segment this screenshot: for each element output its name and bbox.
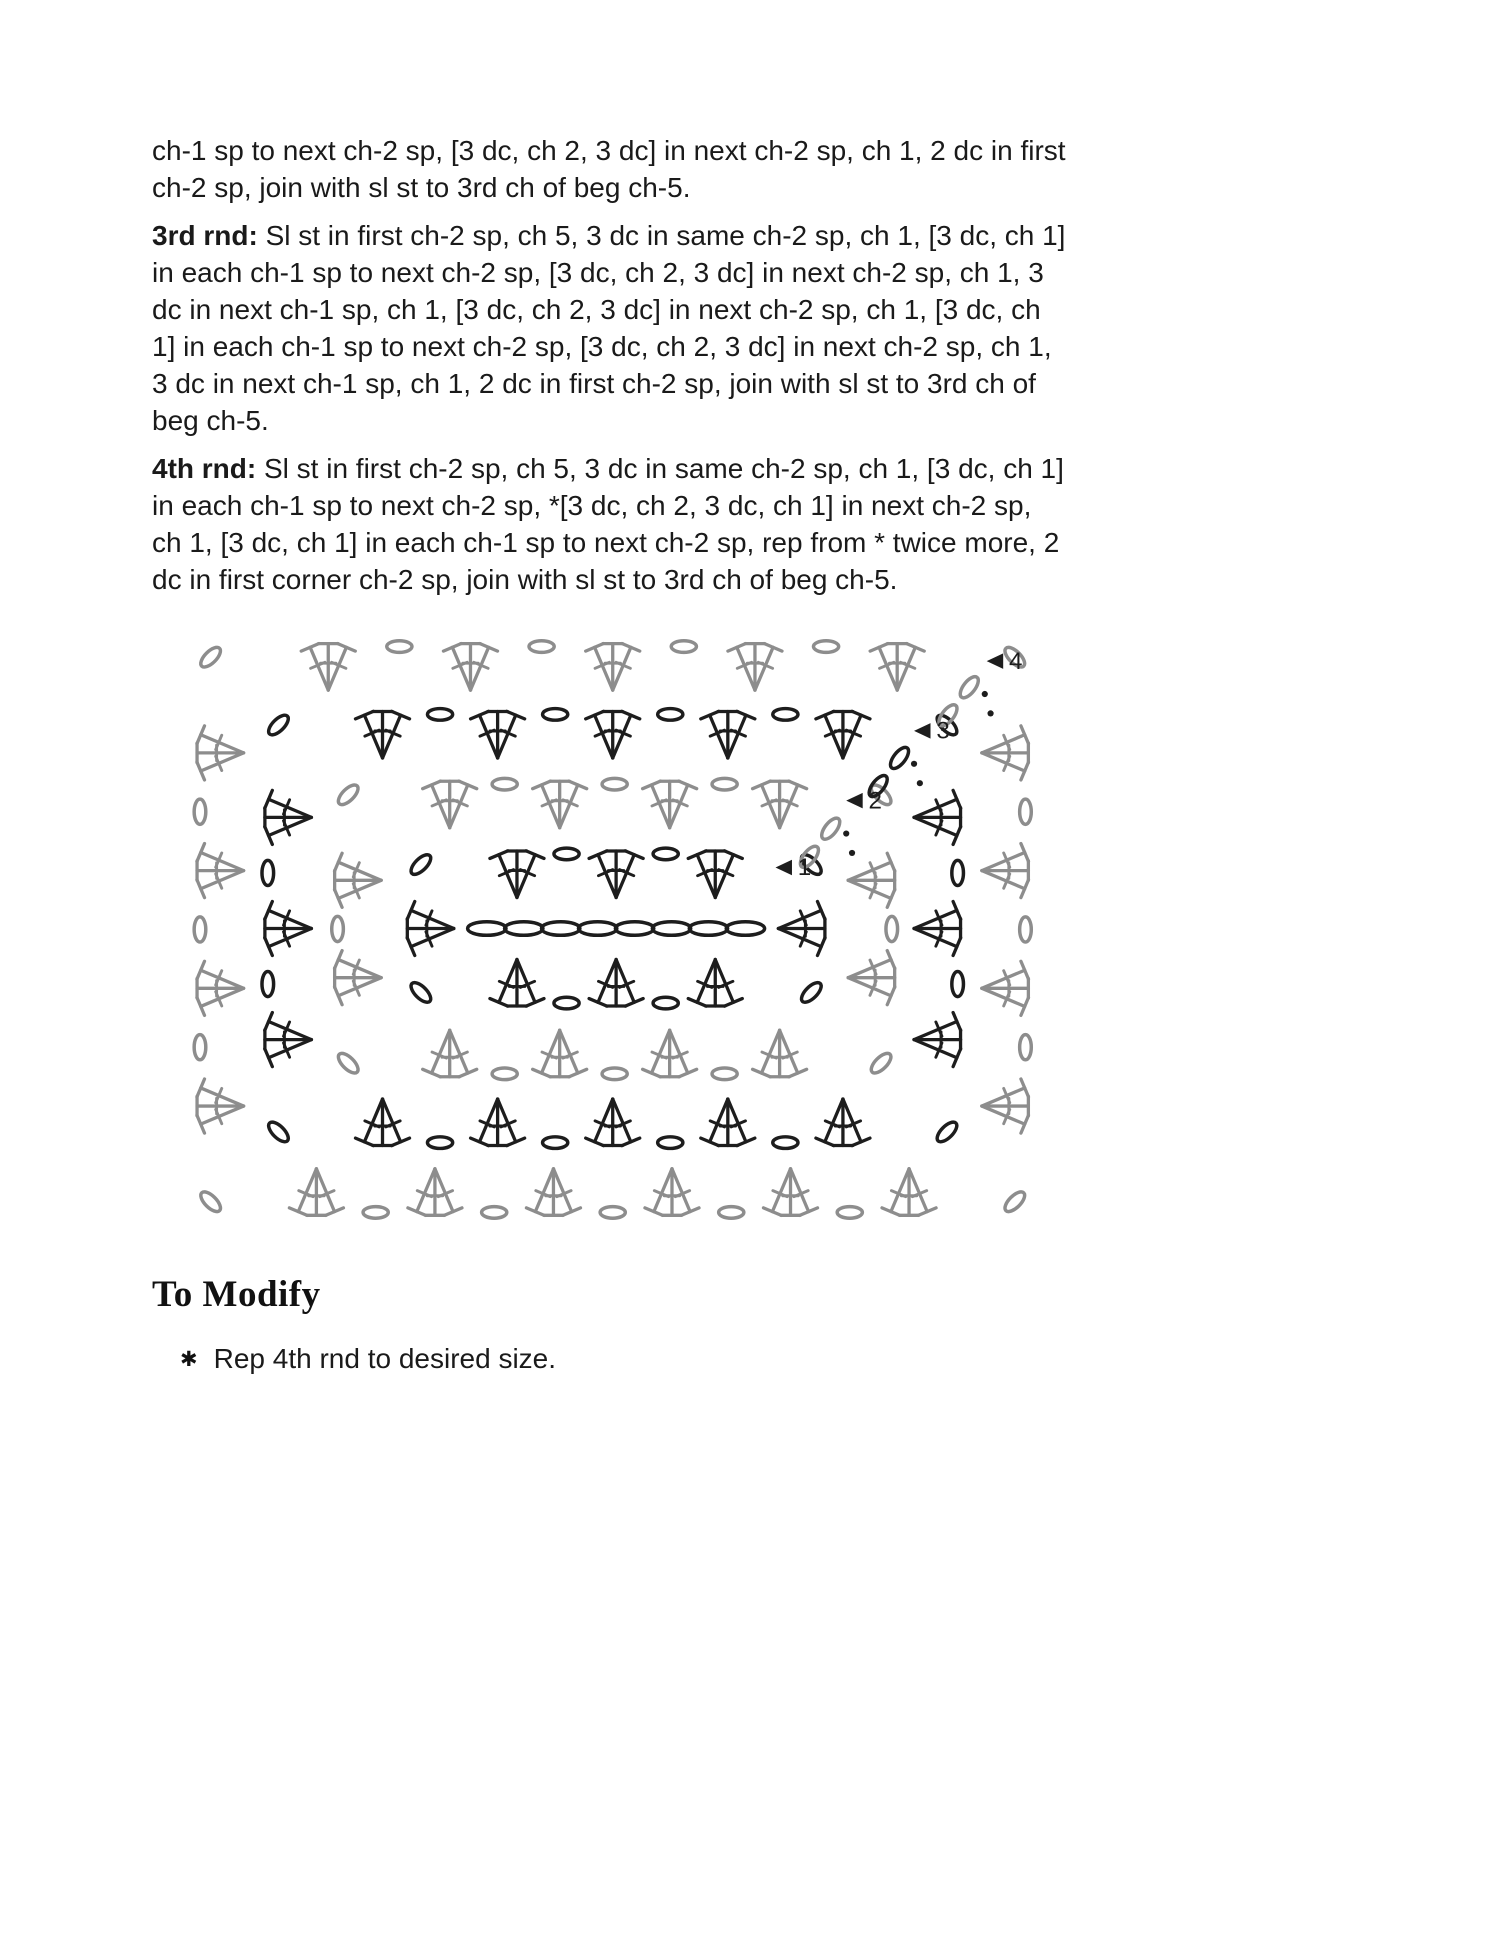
- svg-text:4: 4: [1008, 647, 1023, 675]
- svg-text:3: 3: [936, 717, 950, 745]
- bullet-icon: ✱: [180, 1348, 198, 1371]
- section-heading: To Modify: [152, 1274, 321, 1315]
- crochet-chart: [168, 628, 1040, 1229]
- pattern-paragraph-3rd-rnd: [152, 217, 1067, 439]
- round-label: 3rd rnd:: [152, 220, 258, 251]
- crochet-chart-svg: [168, 628, 1040, 1229]
- round-instructions: ch-1 sp to next ch-2 sp, [3 dc, ch 2, 3 dc] in next ch-2 sp, ch 1, 2 dc in first ch-2 sp, join with sl st to 3rd ch of beg ch-5.: [152, 135, 1066, 203]
- pattern-paragraph-continuation: [152, 132, 1067, 206]
- pattern-paragraph-4th-rnd: [152, 450, 1067, 598]
- svg-text:1: 1: [797, 854, 812, 882]
- bullet-item: [180, 1340, 1350, 1380]
- bullet-text: Rep 4th rnd to desired size.: [213, 1343, 557, 1374]
- round-label: 4th rnd:: [152, 453, 257, 484]
- round-instructions: Sl st in first ch-2 sp, ch 5, 3 dc in same ch-2 sp, ch 1, [3 dc, ch 1] in each ch-1 sp to next ch-2 sp, [3 dc, ch 2, 3 dc] in next ch-2 sp, ch 1, 3 dc in next ch-1 sp, ch 1, [3 dc, ch 2, 3 dc] in next ch-2 sp, ch 1, [3 dc, ch 1] in each ch-1 sp to next ch-2 sp, [3 dc, ch 2, 3 dc] in next ch-2 sp, ch 1, 3 dc in next ch-1 sp, ch 1, 2 dc in first ch-2 sp, join with sl st to 3rd ch of beg ch-5.: [152, 220, 1066, 436]
- round-instructions: Sl st in first ch-2 sp, ch 5, 3 dc in same ch-2 sp, ch 1, [3 dc, ch 1] in each ch-1 sp to next ch-2 sp, *[3 dc, ch 2, 3 dc, ch 1] in next ch-2 sp, ch 1, [3 dc, ch 1] in each ch-1 sp to next ch-2 sp, rep from * twice more, 2 dc in first corner ch-2 sp, join with sl st to 3rd ch of beg ch-5.: [152, 453, 1064, 595]
- svg-text:2: 2: [868, 787, 882, 815]
